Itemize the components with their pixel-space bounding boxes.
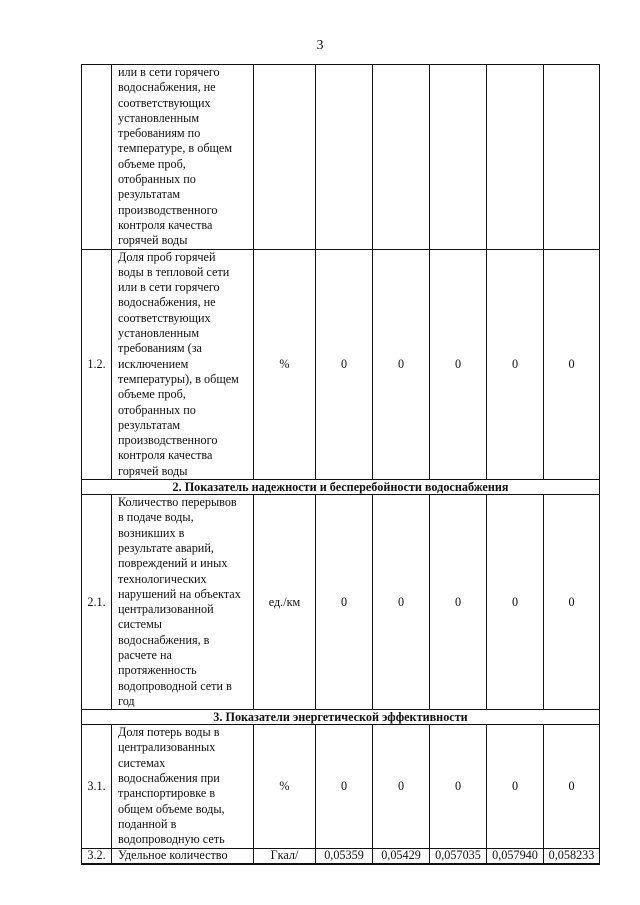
description-line: установленным <box>118 110 200 125</box>
value-cell: 0 <box>316 249 373 479</box>
description-line: производственного <box>118 202 218 217</box>
description-line: результате аварий, <box>118 540 214 555</box>
section-title: 2. Показатель надежности и бесперебойности водоснабжения <box>82 480 600 495</box>
description-line: водоснабжения, в <box>118 632 210 647</box>
value-cell: 0 <box>430 249 487 479</box>
row-number <box>82 65 112 250</box>
value-cell: 0,057035 <box>430 848 487 864</box>
description-line: централизованных <box>118 740 216 755</box>
description-line: соответствующих <box>118 310 211 325</box>
description-line: Доля проб горячей <box>118 249 216 264</box>
value-cell: 0 <box>487 725 544 848</box>
description-line: отобранных по <box>118 172 196 187</box>
value-cell: 0,05429 <box>373 848 430 864</box>
description-line: водоснабжения, не <box>118 80 216 95</box>
value-cell: 0 <box>544 495 600 710</box>
description-line: производственного <box>118 433 218 448</box>
description-line: горячей воды <box>118 233 188 248</box>
description-line: системы <box>118 617 162 632</box>
description-line: нарушений на объектах <box>118 586 241 601</box>
section-title: 3. Показатели энергетической эффективности <box>82 710 600 725</box>
description-line: отобранных по <box>118 402 196 417</box>
description-line: водопроводной сети в <box>118 678 232 693</box>
unit-cell: % <box>254 249 316 479</box>
description-line: Удельное количество <box>118 848 228 863</box>
value-cell <box>373 65 430 250</box>
indicator-description <box>112 495 254 710</box>
unit-cell <box>254 65 316 250</box>
value-cell: 0 <box>373 725 430 848</box>
description-line: повреждений и иных <box>118 556 228 571</box>
description-line: результатам <box>118 417 181 432</box>
description-line: или в сети горячего <box>118 280 220 295</box>
description-line: контроля качества <box>118 217 213 232</box>
description-line: объеме проб, <box>118 156 186 171</box>
description-line: исключением <box>118 356 189 371</box>
value-cell: 0,05359 <box>316 848 373 864</box>
description-line: общем объеме воды, <box>118 801 225 816</box>
unit-cell: % <box>254 725 316 848</box>
description-line: установленным <box>118 326 200 341</box>
description-line: контроля качества <box>118 448 213 463</box>
description-line: централизованной <box>118 602 214 617</box>
table-row <box>82 249 600 479</box>
description-line: температуры), в общем <box>118 371 239 386</box>
description-line: водоснабжения, не <box>118 295 216 310</box>
description-line: технологических <box>118 571 207 586</box>
description-line: транспортировке в <box>118 786 216 801</box>
description-line: или в сети горячего <box>118 65 220 79</box>
value-cell <box>544 65 600 250</box>
description-line: горячей воды <box>118 463 188 478</box>
description-line: поданной в <box>118 816 177 831</box>
description-line: водоснабжения при <box>118 771 220 786</box>
value-cell <box>430 65 487 250</box>
unit-cell: Гкал/ <box>254 848 316 864</box>
description-line: воды в тепловой сети <box>118 264 230 279</box>
description-line: возникших в <box>118 525 185 540</box>
indicator-description <box>112 725 254 848</box>
description-line: водопроводную сеть <box>118 832 225 847</box>
value-cell: 0 <box>544 249 600 479</box>
description-line: соответствующих <box>118 95 211 110</box>
indicator-description <box>112 249 254 479</box>
description-line: расчете на <box>118 647 172 662</box>
description-line: в подаче воды, <box>118 510 194 525</box>
row-number: 2.1. <box>82 495 112 710</box>
value-cell: 0 <box>430 495 487 710</box>
table-row <box>82 65 600 250</box>
row-number: 3.2. <box>82 848 112 864</box>
page-number: 3 <box>316 38 324 53</box>
value-cell: 0,057940 <box>487 848 544 864</box>
description-line: протяженность <box>118 663 197 678</box>
value-cell: 0 <box>373 495 430 710</box>
description-line: Доля потерь воды в <box>118 725 220 740</box>
value-cell <box>487 65 544 250</box>
row-number: 1.2. <box>82 249 112 479</box>
section-header-row <box>82 480 600 495</box>
description-line: температуре, в общем <box>118 141 233 156</box>
description-line: год <box>118 693 135 708</box>
table-row <box>82 495 600 710</box>
indicator-description <box>112 848 254 864</box>
value-cell: 0 <box>544 725 600 848</box>
value-cell: 0 <box>487 495 544 710</box>
value-cell: 0 <box>487 249 544 479</box>
indicators-table <box>81 64 600 865</box>
value-cell: 0 <box>373 249 430 479</box>
value-cell: 0 <box>316 725 373 848</box>
table-row <box>82 848 600 864</box>
section-header-row <box>82 710 600 725</box>
row-number: 3.1. <box>82 725 112 848</box>
description-line: объеме проб, <box>118 387 186 402</box>
value-cell: 0 <box>430 725 487 848</box>
description-line: требованиям по <box>118 126 201 141</box>
unit-cell: ед./км <box>254 495 316 710</box>
value-cell: 0 <box>316 495 373 710</box>
value-cell: 0,058233 <box>544 848 600 864</box>
description-line: Количество перерывов <box>118 495 237 510</box>
description-line: требованиям (за <box>118 341 202 356</box>
value-cell <box>316 65 373 250</box>
table-row <box>82 725 600 848</box>
indicator-description <box>112 65 254 250</box>
description-line: системах <box>118 755 166 770</box>
description-line: результатам <box>118 187 181 202</box>
